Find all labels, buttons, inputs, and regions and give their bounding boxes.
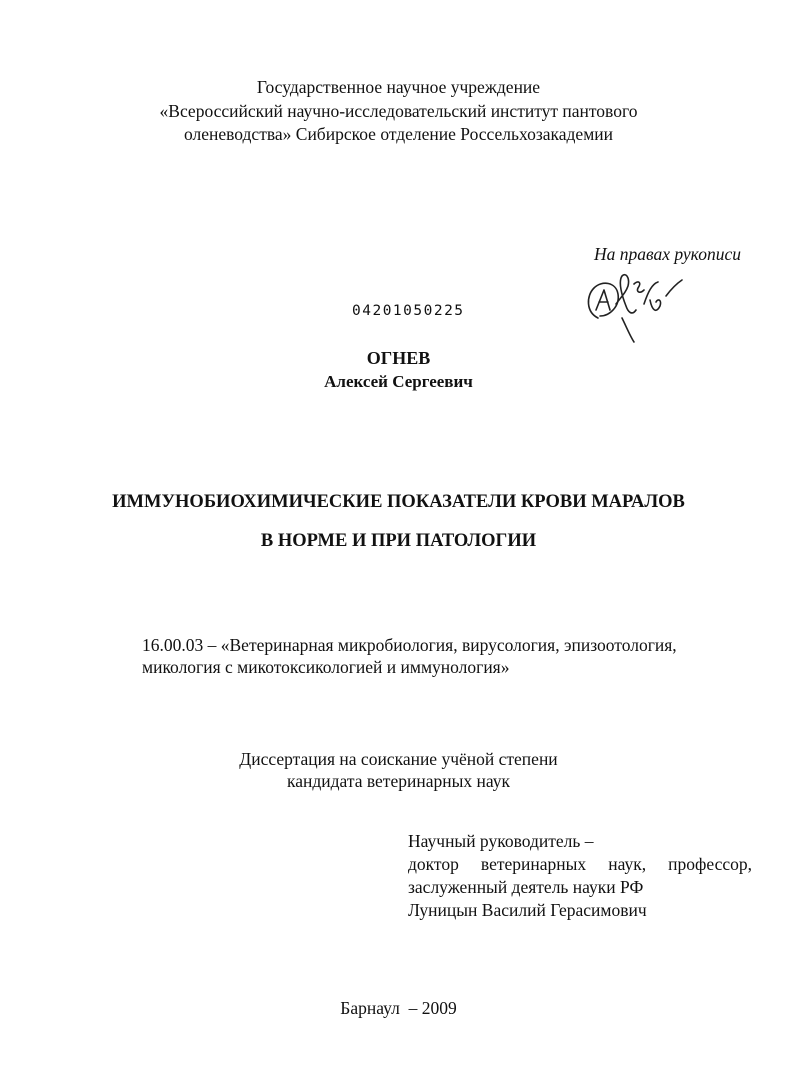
degree-line-1: Диссертация на соискание учёной степени (239, 749, 558, 769)
degree-line-2: кандидата ветеринарных наук (287, 771, 510, 791)
supervisor-block (408, 830, 752, 922)
city-year: Барнаул – 2009 (340, 998, 457, 1018)
document-number: 04201050225 (352, 303, 465, 319)
specialty-line-2: микология с микотоксикологией и иммунология» (142, 657, 510, 677)
handwritten-signature (578, 266, 688, 346)
supervisor-name: Луницын Василий Герасимович (408, 900, 647, 920)
thesis-title-line-1: ИММУНОБИОХИМИЧЕСКИЕ ПОКАЗАТЕЛИ КРОВИ МАРАЛОВ (112, 492, 685, 512)
specialty-line-1: 16.00.03 – «Ветеринарная микробиология, вирусология, эпизоотология, (142, 635, 677, 655)
institution-line-1: Государственное научное учреждение (256, 77, 541, 97)
author-surname: ОГНЕВ (366, 348, 431, 368)
rights-note: На правах рукописи (594, 244, 741, 264)
supervisor-degree: доктор ветеринарных наук, профессор, (408, 854, 752, 874)
degree-statement (0, 748, 797, 792)
institution-header (0, 76, 797, 147)
author-given-names: Алексей Сергеевич (324, 372, 473, 391)
supervisor-honor: заслуженный деятель науки РФ (408, 877, 644, 897)
institution-line-3: оленеводства» Сибирское отделение Россельхозакадемии (183, 124, 613, 144)
specialty-code (142, 634, 677, 678)
thesis-title-line-2: В НОРМЕ И ПРИ ПАТОЛОГИИ (260, 531, 537, 551)
institution-line-2: «Всероссийский научно-исследовательский институт пантового (159, 100, 638, 121)
supervisor-role: Научный руководитель – (408, 831, 594, 851)
